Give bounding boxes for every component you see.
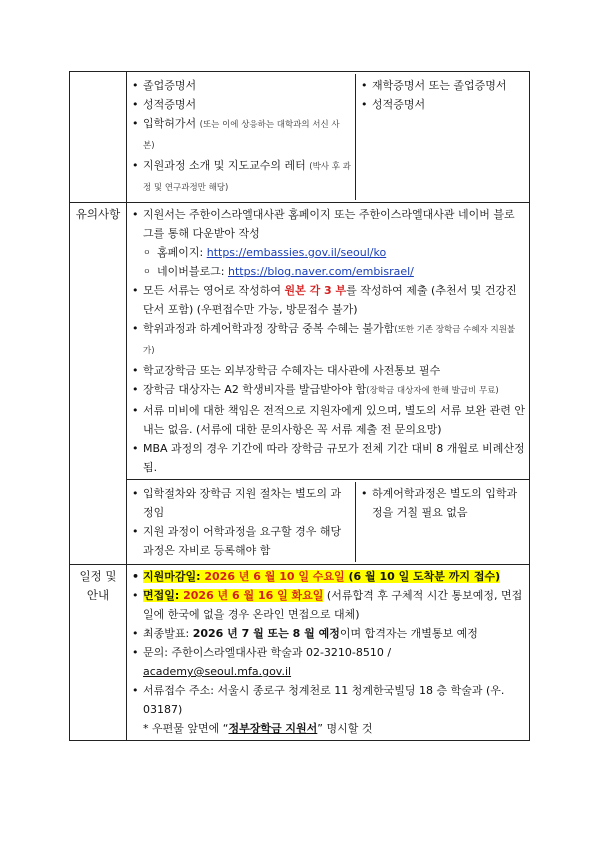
notes-content [127, 203, 530, 480]
schedule-row [70, 565, 530, 741]
post-note: * 우편물 앞면에 “정부장학금 지원서” 명시할 것 [143, 722, 373, 735]
email-link[interactable]: academy@seoul.mfa.gov.il [143, 665, 292, 678]
list-item: • 입학허가서 (또는 이에 상응하는 대학과의 서신 사본) [131, 114, 351, 156]
final-item: • 최종발표: 2026 년 7 월 또는 8 월 예정이며 합격자는 개별통보 예정 [131, 624, 525, 643]
interview-date: 2026 년 6 월 16 일 화요일 [183, 589, 324, 602]
address-item: • 서류접수 주소: 서울시 종로구 청계천로 11 청계한국빌딩 18 층 학술과 (우. 03187) [131, 681, 525, 719]
contact-item: • 문의: 주한이스라엘대사관 학술과 02-3210-8510 / academy@seoul.mfa.gov.il [131, 643, 525, 681]
notes-label: 유의사항 [70, 203, 127, 565]
procedure-notes [131, 482, 356, 562]
homepage-link[interactable]: https://embassies.gov.il/seoul/ko [206, 246, 387, 259]
list-item: • 지원 과정이 어학과정을 요구할 경우 해당과정은 자비로 등록해야 함 [131, 522, 351, 560]
list-item: • 학교장학금 또는 외부장학금 수혜자는 대사관에 사전통보 필수 [131, 361, 525, 380]
interview-item: • 면접일: 2026 년 6 월 16 일 화요일 (서류합격 후 구체적 시간 통보예정, 면접일에 한국에 없을 경우 온라인 면접으로 대체) [131, 586, 525, 624]
summer-documents [356, 74, 525, 200]
blog-line: ㅇ 네이버블로그: https://blog.naver.com/embisrael/ [131, 262, 525, 281]
info-table [69, 71, 530, 741]
deadline-date: 2026 년 6 월 10 일 수요일 [204, 570, 345, 583]
list-item: • 지원서는 주한이스라엘대사관 홈페이지 또는 주한이스라엘대사관 네이버 블로그를 통해 다운받아 작성 [131, 205, 525, 243]
list-item: • 재학증명서 또는 졸업증명서 [360, 76, 525, 95]
documents-row [70, 72, 530, 203]
summer-notes [356, 482, 525, 562]
list-item: • MBA 과정의 경우 기간에 따라 장학금 규모가 전체 기간 대비 8 개월로 비례산정됨. [131, 439, 525, 477]
list-item: • 학위과정과 하계어학과정 장학금 중복 수혜는 불가함(또한 기존 장학금 수혜자 지원불가) [131, 319, 525, 361]
list-item: • 입학절차와 장학금 지원 절차는 별도의 과정임 [131, 484, 351, 522]
list-item: • 졸업증명서 [131, 76, 351, 95]
schedule-label: 일정 및 안내 [70, 565, 127, 741]
blog-link[interactable]: https://blog.naver.com/embisrael/ [227, 265, 414, 278]
list-item: • 장학금 대상자는 A2 학생비자를 발급받아야 함(장학금 대상자에 한해 발급비 무료) [131, 380, 525, 401]
list-item: • 하계어학과정은 별도의 입학과정을 거칠 필요 없음 [360, 484, 525, 522]
list-item: • 모든 서류는 영어로 작성하여 원본 각 3 부를 작성하여 제출 (추천서 및 건강진단서 포함) (우편접수만 가능, 방문접수 불가) [131, 281, 525, 319]
empty-label-cell [70, 72, 127, 203]
deadline-item: • 지원마감일: 2026 년 6 월 10 일 수요일 (6 월 10 일 도착분 까지 접수) [131, 567, 525, 586]
list-item: • 성적증명서 [131, 95, 351, 114]
schedule-content [127, 565, 530, 741]
notes-row-2 [70, 480, 530, 565]
list-item: • 성적증명서 [360, 95, 525, 114]
homepage-line: ㅇ 홈페이지: https://embassies.gov.il/seoul/ko [131, 243, 525, 262]
list-item: • 서류 미비에 대한 책임은 전적으로 지원자에게 있으며, 별도의 서류 보완 관련 안내는 없음. (서류에 대한 문의사항은 꼭 서류 제출 전 문의요망) [131, 401, 525, 439]
notes-row [70, 203, 530, 480]
doctoral-documents [131, 74, 356, 200]
list-item: • 지원과정 소개 및 지도교수의 레터 (박사 후 과정 및 연구과정만 해당) [131, 156, 351, 198]
copies-highlight: 원본 각 3 부 [284, 284, 347, 297]
